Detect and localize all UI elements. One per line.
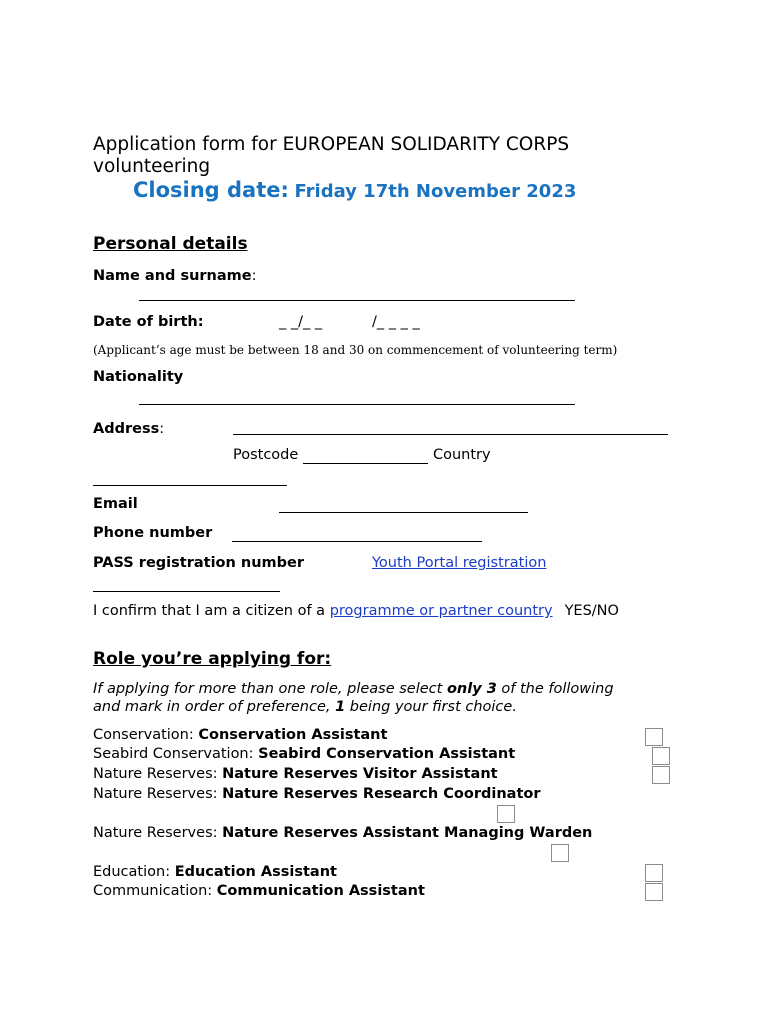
pass-label: PASS registration number	[93, 555, 304, 571]
role-title: Education Assistant	[174, 864, 337, 880]
roles-heading: Role you’re applying for:	[93, 649, 332, 669]
personal-details-heading: Personal details	[93, 234, 248, 254]
phone-input-line[interactable]	[232, 541, 482, 542]
role-title: Nature Reserves Visitor Assistant	[222, 766, 498, 782]
role-title: Communication Assistant	[216, 883, 425, 899]
name-label: Name and surname	[93, 268, 252, 284]
citizen-confirm-text: I confirm that I am a citizen of a	[93, 603, 330, 619]
dob-day-month[interactable]: _ _/_ _	[279, 314, 323, 330]
postcode-label: Postcode	[233, 447, 299, 463]
yes-no-option[interactable]: YES/NO	[564, 603, 619, 619]
address-label-row	[93, 418, 164, 437]
instr-text-d: and mark in order of preference,	[93, 699, 336, 715]
phone-label: Phone number	[93, 525, 213, 541]
instr-only-3: only 3	[446, 681, 497, 697]
address-label: Address	[93, 421, 160, 437]
dob-year[interactable]: /_ _ _ _	[372, 314, 420, 330]
email-input-line[interactable]	[279, 512, 528, 513]
email-label: Email	[93, 496, 138, 512]
name-label-row	[93, 265, 257, 284]
roles-instruction-line2	[93, 699, 517, 715]
role-category: Seabird Conservation:	[93, 746, 259, 762]
dob-label: Date of birth:	[93, 314, 204, 330]
role-category: Nature Reserves:	[93, 786, 223, 802]
role-item	[93, 883, 425, 899]
instr-number-1: 1	[335, 699, 346, 715]
youth-portal-link[interactable]: Youth Portal registration	[372, 555, 547, 571]
role-category: Communication:	[93, 883, 217, 899]
postcode-input-line[interactable]	[303, 463, 428, 464]
nationality-input-line[interactable]	[139, 404, 575, 405]
age-note: (Applicant’s age must be between 18 and 30 on commencement of volunteering term)	[93, 343, 618, 357]
role-title: Conservation Assistant	[198, 727, 388, 743]
role-category: Education:	[93, 864, 175, 880]
role-category: Conservation:	[93, 727, 199, 743]
role-checkbox-conservation-assistant[interactable]	[645, 728, 663, 746]
role-checkbox-communication-assistant[interactable]	[645, 883, 663, 901]
pass-input-line[interactable]	[93, 591, 280, 592]
closing-date-value: Friday 17th November 2023	[294, 181, 577, 202]
role-item	[93, 825, 592, 841]
programme-country-link[interactable]: programme or partner country	[329, 603, 553, 619]
address-input-line[interactable]	[233, 434, 668, 435]
role-title: Nature Reserves Assistant Managing Warden	[222, 825, 593, 841]
form-title-line2: volunteering	[93, 156, 211, 177]
role-title: Nature Reserves Research Coordinator	[222, 786, 541, 802]
role-title: Seabird Conservation Assistant	[258, 746, 516, 762]
role-category: Nature Reserves:	[93, 766, 223, 782]
role-item	[93, 727, 387, 743]
role-item	[93, 766, 498, 782]
instr-text-a: If applying for more than one role, please select	[93, 681, 447, 697]
instr-text-c: of the following	[496, 681, 614, 697]
country-label: Country	[433, 447, 491, 463]
name-colon: :	[251, 268, 257, 284]
role-checkbox-visitor-assistant[interactable]	[652, 766, 670, 784]
role-checkbox-research-coordinator[interactable]	[497, 805, 515, 823]
citizen-confirm-row	[93, 603, 619, 619]
form-title-line1: Application form for EUROPEAN SOLIDARITY CORPS	[93, 134, 570, 155]
closing-date	[133, 178, 576, 202]
role-category: Nature Reserves:	[93, 825, 223, 841]
country-input-line[interactable]	[93, 485, 287, 486]
role-item	[93, 864, 337, 880]
role-checkbox-assistant-managing-warden[interactable]	[551, 844, 569, 862]
role-checkbox-seabird-conservation-assistant[interactable]	[652, 747, 670, 765]
nationality-label: Nationality	[93, 369, 184, 385]
closing-date-label: Closing date:	[133, 178, 289, 202]
instr-text-f: being your first choice.	[345, 699, 517, 715]
role-item	[93, 786, 541, 802]
name-input-line[interactable]	[139, 300, 575, 301]
address-colon: :	[159, 421, 165, 437]
role-checkbox-education-assistant[interactable]	[645, 864, 663, 882]
role-item	[93, 746, 515, 762]
roles-instruction-line1	[93, 681, 614, 697]
